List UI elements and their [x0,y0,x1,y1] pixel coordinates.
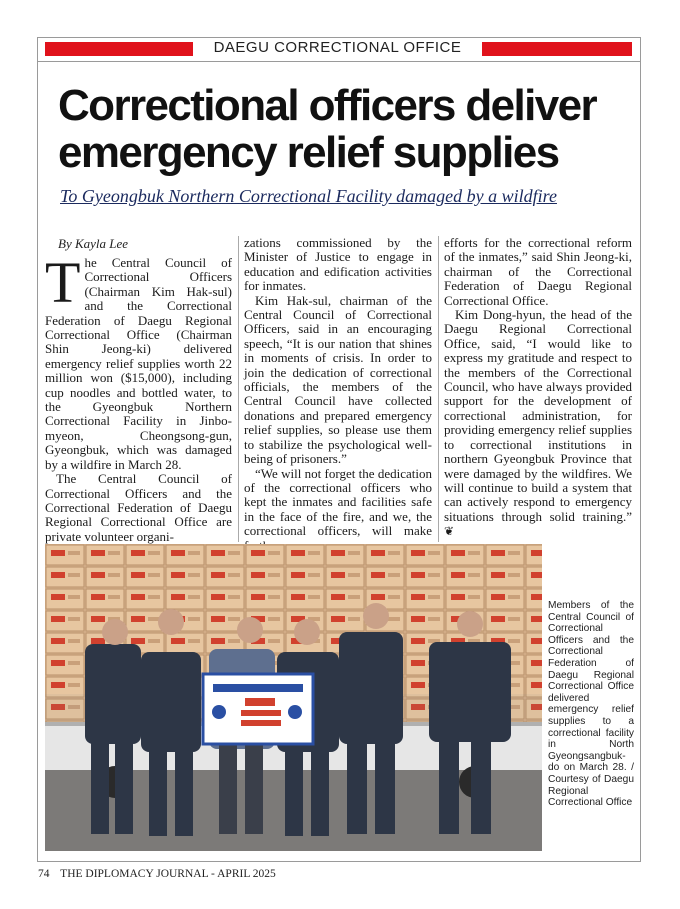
byline: By Kayla Lee [58,236,129,251]
body-column-2 [244,236,432,553]
page-number: 74 [38,868,50,880]
headline: Correctional officers deliver emergency relief supplies [58,81,597,177]
section-label: DAEGU CORRECTIONAL OFFICE [213,39,462,56]
body-paragraph: The Central Council of Correctional Officers and the Correctional Federation of Daegu Regional Correctional Office are private volunteer organi- [45,471,232,544]
publication-name: THE DIPLOMACY JOURNAL - APRIL 2025 [60,868,276,880]
journal-end-mark-icon: ❦ [444,524,455,539]
body-paragraph: Kim Dong-hyun, the head of the Daegu Regional Correctional Office, said, “I would like to express my gratitude and respect to the members of the Correctional Council, who have always provided support for the development of correctional administration, for providing emergency relief supplies to correctional institutions in northern Gyeongbuk Province that were damaged by the wildfires. We will continue to build a system that can actively respond to emergency situations through solid training.” ❦ [444,307,632,539]
body-paragraph: “We will not forget the dedication of the correctional officers who kept the inmates and facilities safe in the face of the fire, and we, the correctional officers, will make [244,465,432,539]
body-column-1 [45,250,232,544]
section-bar-left [45,42,193,56]
drop-cap: T [45,250,81,315]
column-divider [238,236,239,542]
body-paragraph: Kim Hak-sul, chairman of the Central Council of Correctional Officers, said in an encouraging speech, “It is our nation that shines in moments of crisis. In order to join the dedication of correctional officials, the members of the Central Council have collected donations and prepared emergency relief supplies, so please use them to stabilize the psychological well-being of prisoners.” [244,292,432,467]
page-footer [38,868,276,880]
header-rule [37,61,641,62]
body-column-3 [444,236,632,539]
body-paragraph: efforts for the correctional reform of the inmates,” said Shin Jeong-ki, chairman of the Correctional Federation of Daegu Regional Correctional Office. [444,235,632,308]
column-divider [438,236,439,542]
body-paragraph: zations commissioned by the Minister of Justice to engage in education and edification activities for inmates. [244,235,432,294]
lead-paragraph: The Central Council of Correctional Officers (Chairman Kim Hak-sul) and the Correctional Federation of Daegu Regional Correctional Office (Chairman Shin Jeong-ki) delivered emergency relief supplies worth 22 million won ($15,000), including cup noodles and bottled water, to the Gyeongbuk Northern Correctional Facility in Jinbo-myeon, Cheongsong-gun, Gyeongbuk, which was damaged by a wildfire in March 28. [45,250,232,472]
photo-caption: Members of the Central Council of Correctional Officers and the Correctional Federation of Daegu Regional Correctional Office delivered emergency relief supplies to a correctional facility in North Gyeongsangbuk-do on March 28. / Courtesy of Daegu Regional Correctional Office [548,600,634,809]
subheadline: To Gyeongbuk Northern Correctional Facility damaged by a wildfire [60,186,557,206]
group-photo-illustration [45,544,542,851]
section-bar-right [482,42,632,56]
group-photo [45,544,542,851]
